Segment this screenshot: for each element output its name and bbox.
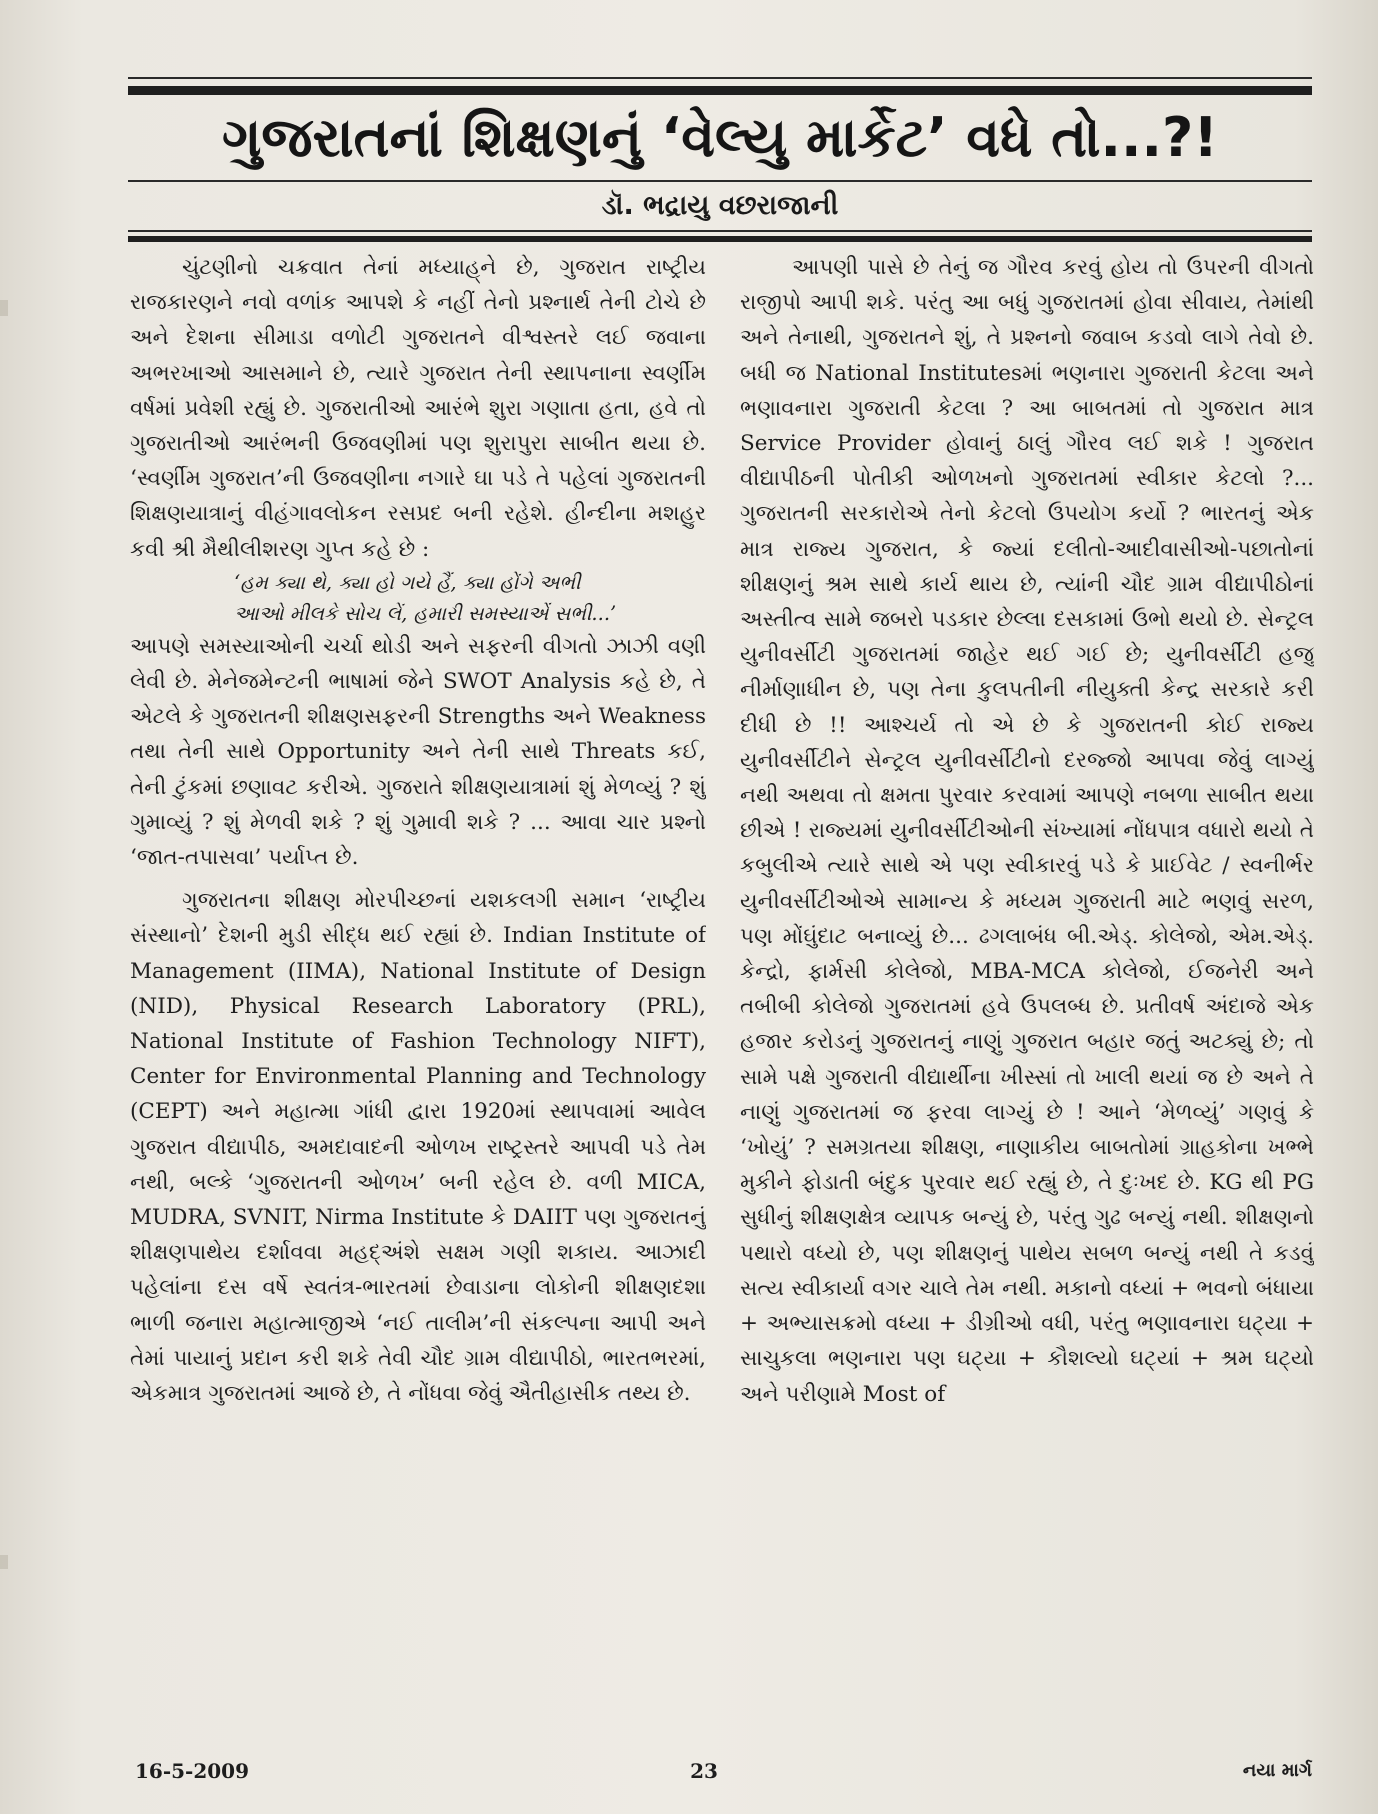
quote-line: આઓ મીલકે સોચ લેં, હમારી સમસ્યાએં સભી...’ <box>234 601 617 625</box>
paragraph: આપણે સમસ્યાઓની ચર્ચા થોડી અને સફરની વીગતો ઝાઝી વણી લેવી છે. મેનેજમેન્ટની ભાષામાં જેને SWOT Analysis કહે છે, તે એટલે કે ગુજરાતની શીક્ષણસફરની Strengths અને Weakness તથા તેની સાથે Opportunity અને તેની સાથે Threats કઈ, તેની ટુંકમાં છણાવટ કરીએ. ગુજરાતે શીક્ષણયાત્રામાં શું મેળવ્યું ? શું ગુમાવ્યું ? શું મેળવી શકે ? શું ગુમાવી શકે ? ... આવા ચાર પ્રશ્નો ‘જાત-તપાસવા’ પર્યાપ્ત છે. <box>130 633 706 871</box>
footer-magazine-name: નયા માર્ગ <box>1242 1760 1312 1781</box>
quote-line: ‘હમ ક્યા થે, ક્યા હો ગયે હૈં, ક્યા હોંગે અભી <box>234 570 581 594</box>
article-author: ડૉ. ભદ્રાયુ વછરાજાની <box>601 190 839 221</box>
footer-page-number: 23 <box>690 1759 718 1783</box>
left-column <box>130 250 706 1540</box>
top-rule-thick <box>128 86 1312 95</box>
footer-date: 16-5-2009 <box>135 1759 250 1783</box>
paragraph: આપણી પાસે છે તેનું જ ગૌરવ કરવું હોય તો ઉપરની વીગતો રાજીપો આપી શકે. પરંતુ આ બધું ગુજરાતમાં હોવા સીવાય, તેમાંથી અને તેનાથી, ગુજરાતને શું, તે પ્રશ્નનો જવાબ કડવો લાગે તેવો છે. બધી જ National Institutesમાં ભણનારા ગુજરાતી કેટલા અને ભણાવનારા ગુજરાતી કેટલા ? આ બાબતમાં તો ગુજરાત માત્ર Service Provider હોવાનું ઠાલું ગૌરવ લઈ શકે ! ગુજરાત વીદ્યાપીઠની પોતીકી ઓળખનો ગુજરાતમાં સ્વીકાર કેટલો ?... ગુજરાતની સરકારોએ તેનો કેટલો ઉપયોગ કર્યો ? ભારતનું એક માત્ર રાજ્ય ગુજરાત, કે જ્યાં દલીતો-આદીવાસીઓ-પછાતોનાં શીક્ષણનું શ્રમ સાથે કાર્ય થાય છે, ત્યાંની ચૌદ ગ્રામ વીદ્યાપીઠોનાં અસ્તીત્વ સામે જબરો પડકાર છેલ્લા દસકામાં ઉભો થયો છે. સેન્ટ્રલ યુનીવર્સીટી ગુજરાતમાં જાહેર થઈ ગઈ છે; યુનીવર્સીટી હજુ નીર્માણાધીન છે, પણ તેના કુલપતીની નીયુક્તી કેન્દ્ર સરકારે કરી દીધી છે !! આશ્ચર્ય તો એ છે કે ગુજરાતની કોઈ રાજ્ય યુનીવર્સીટીને સેન્ટ્રલ યુનીવર્સીટીનો દરજ્જો આપવા જેવું લાગ્યું નથી અથવા તો ક્ષમતા પુરવાર કરવામાં આપણે નબળા સાબીત થયા છીએ ! રાજ્યમાં યુનીવર્સીટીઓની સંખ્યામાં નોંધપાત્ર વધારો થયો તે કબુલીએ ત્યારે સાથે એ પણ સ્વીકારવું પડે કે પ્રાઈવેટ / સ્વનીર્ભર યુનીવર્સીટીઓએ સામાન્ય કે મધ્યમ ગુજરાતી માટે ભણવું સરળ, પણ મોંઘુંદાટ બનાવ્યું છે... ઢગલાબંધ બી.એડ્. કોલેજો, એમ.એડ્. કેન્દ્રો, ફાર્મસી કોલેજો, MBA-MCA કોલેજો, ઈજનેરી અને તબીબી કોલેજો ગુજરાતમાં હવે ઉપલબ્ધ છે. પ્રતીવર્ષ અંદાજે એક હજાર કરોડનું ગુજરાતનું નાણું ગુજરાત બહાર જતું અટક્યું છે; તો સામે પક્ષે ગુજરાતી વીદ્યાર્થીના ખીસ્સાં તો ખાલી થયાં જ છે અને તે નાણું ગુજરાતમાં જ ફરવા લાગ્યું છે ! આને ‘મેળવ્યું’ ગણવું કે ‘ખોયું’ ? સમગ્રતયા શીક્ષણ, નાણાકીય બાબતોમાં ગ્રાહકોના ખભ્ભે મુકીને ફોડાતી બંદુક પુરવાર થઈ રહ્યું છે, તે દુઃખદ છે. KG થી PG સુધીનું શીક્ષણક્ષેત્ર વ્યાપક બન્યું છે, પરંતુ ગુઢ બન્યું નથી. શીક્ષણનો પથારો વધ્યો છે, પણ શીક્ષણનું પાથેય સબળ બન્યું નથી તે કડવું સત્ય સ્વીકાર્યા વગર ચાલે તેમ નથી. મકાનો વધ્યાં + ભવનો બંધાયા + અભ્યાસક્રમો વધ્યા + ડીગ્રીઓ વધી, પરંતુ ભણાવનારા ઘટ્યા + સાચુકલા ભણનારા પણ ઘટ્યા + કૌશલ્યો ઘટ્યાં + શ્રમ ઘટ્યો અને પરીણામે Most of <box>740 255 1314 1407</box>
paragraph: ગુજરાતના શીક્ષણ મોરપીચ્છનાં યશકલગી સમાન ‘રાષ્ટ્રીય સંસ્થાનો’ દેશની મુડી સીદ્ધ થઈ રહ્યાં છે. Indian Institute of Management (IIMA), National Institute of Design (NID), Physical Research Laboratory (PRL), National Institute of Fashion Technology NIFT), Center for Environmental Planning and Technology (CEPT) અને મહાત્મા ગાંધી દ્વારા 1920માં સ્થાપવામાં આવેલ ગુજરાત વીદ્યાપીઠ, અમદાવાદની ઓળખ રાષ્ટ્રસ્તરે આપવી પડે તેમ નથી, બલ્કે ‘ગુજરાતની ઓળખ’ બની રહેલ છે. વળી MICA, MUDRA, SVNIT, Nirma Institute કે DAIIT પણ ગુજરાતનું શીક્ષણપાથેય દર્શાવવા મહદ્‌અંશે સક્ષમ ગણી શકાય. આઝાદી પહેલાંના દસ વર્ષે સ્વતંત્ર-ભારતમાં છેવાડાના લોકોની શીક્ષણદશા ભાળી જનારા મહાત્માજીએ ‘નઈ તાલીમ’ની સંકલ્પના આપી અને તેમાં પાયાનું પ્રદાન કરી શકે તેવી ચૌદ ગ્રામ વીદ્યાપીઠો, ભારતભરમાં, એકમાત્ર ગુજરાતમાં આજે છે, તે નોંધવા જેવું ઐતીહાસીક તથ્ય છે. <box>130 888 706 1407</box>
paragraph: ચુંટણીનો ચક્રવાત તેનાં મધ્યાહ્‌ને છે, ગુજરાત રાષ્ટ્રીય રાજકારણને નવો વળાંક આપશે કે નહીં તેનો પ્રશ્નાર્થ તેની ટોચે છે અને દેશના સીમાડા વળોટી ગુજરાતને વીશ્વસ્તરે લઈ જવાના અભરખાઓ આસમાને છે, ત્યારે ગુજરાત તેની સ્થાપનાના સ્વર્ણીમ વર્ષમાં પ્રવેશી રહ્યું છે. ગુજરાતીઓ આરંભે શુરા ગણાતા હતા, હવે તો ગુજરાતીઓ આરંભની ઉજવણીમાં પણ શુરાપુરા સાબીત થયા છે. ‘સ્વર્ણીમ ગુજરાત’ની ઉજવણીના નગારે ઘા પડે તે પહેલાં ગુજરાતની શિક્ષણયાત્રાનું વીહંગાવલોકન રસપ્રદ બની રહેશે. હીન્દીના મશહુર કવી શ્રી મૈથીલીશરણ ગુપ્ત કહે છે : <box>130 255 706 562</box>
article-title: ગુજરાતનાં શિક્ષણનું ‘વેલ્યુ માર્કેટ’ વધે તો...?! <box>222 106 1218 169</box>
top-rule-thin <box>128 77 1312 79</box>
title-rule <box>128 180 1312 182</box>
right-column <box>740 250 1314 1540</box>
author-rule-thin <box>128 230 1312 232</box>
scan-edge-mark <box>0 300 8 316</box>
author-rule-thick <box>128 236 1312 242</box>
scan-edge-mark <box>0 1555 8 1569</box>
